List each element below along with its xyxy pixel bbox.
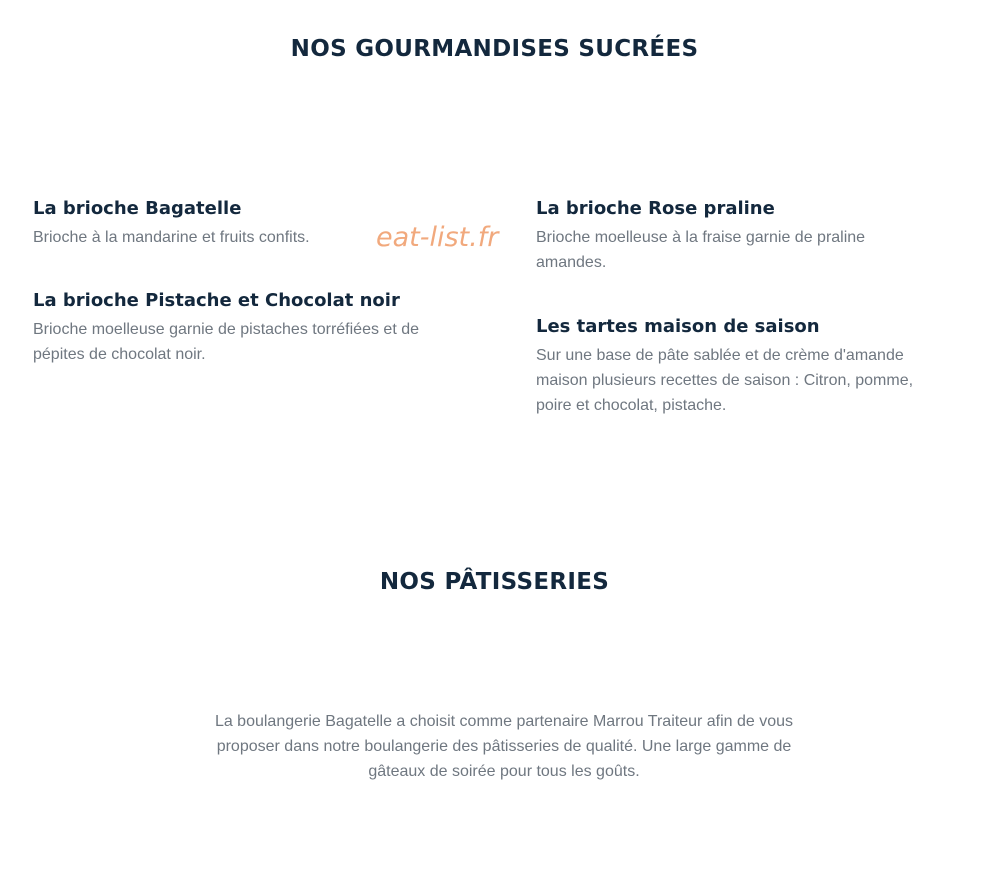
menu-item-pistache-chocolat [33,290,433,367]
menu-item-bagatelle [33,198,433,250]
menu-item-tartes-saison [536,316,936,418]
section-title-pastries: NOS PÂTISSERIES [379,569,610,595]
menu-item-description: Sur une base de pâte sablée et de crème d'amande maison plusieurs recettes de saison : Citron, pomme, poire et chocolat, pistache. [536,347,914,414]
menu-item-description: Brioche moelleuse garnie de pistaches torréfiées et de pépites de chocolat noir. [33,321,419,363]
menu-item-title: La brioche Bagatelle [33,198,242,219]
menu-item-title: La brioche Rose praline [536,198,775,219]
menu-item-title: La brioche Pistache et Chocolat noir [33,290,400,311]
menu-item-rose-praline [536,198,936,275]
watermark: eat-list.fr [376,222,499,253]
pastries-intro-text: La boulangerie Bagatelle a choisit comme partenaire Marrou Traiteur afin de vous proposer dans notre boulangerie des pâtisseries de qualité. Une large gamme de gâteaux de soirée pour tous les goûts. [214,713,794,780]
menu-item-title: Les tartes maison de saison [536,316,820,337]
section-title-sweets: NOS GOURMANDISES SUCRÉES [290,36,699,62]
menu-item-description: Brioche à la mandarine et fruits confits. [33,229,310,246]
menu-item-description: Brioche moelleuse à la fraise garnie de praline amandes. [536,229,866,271]
